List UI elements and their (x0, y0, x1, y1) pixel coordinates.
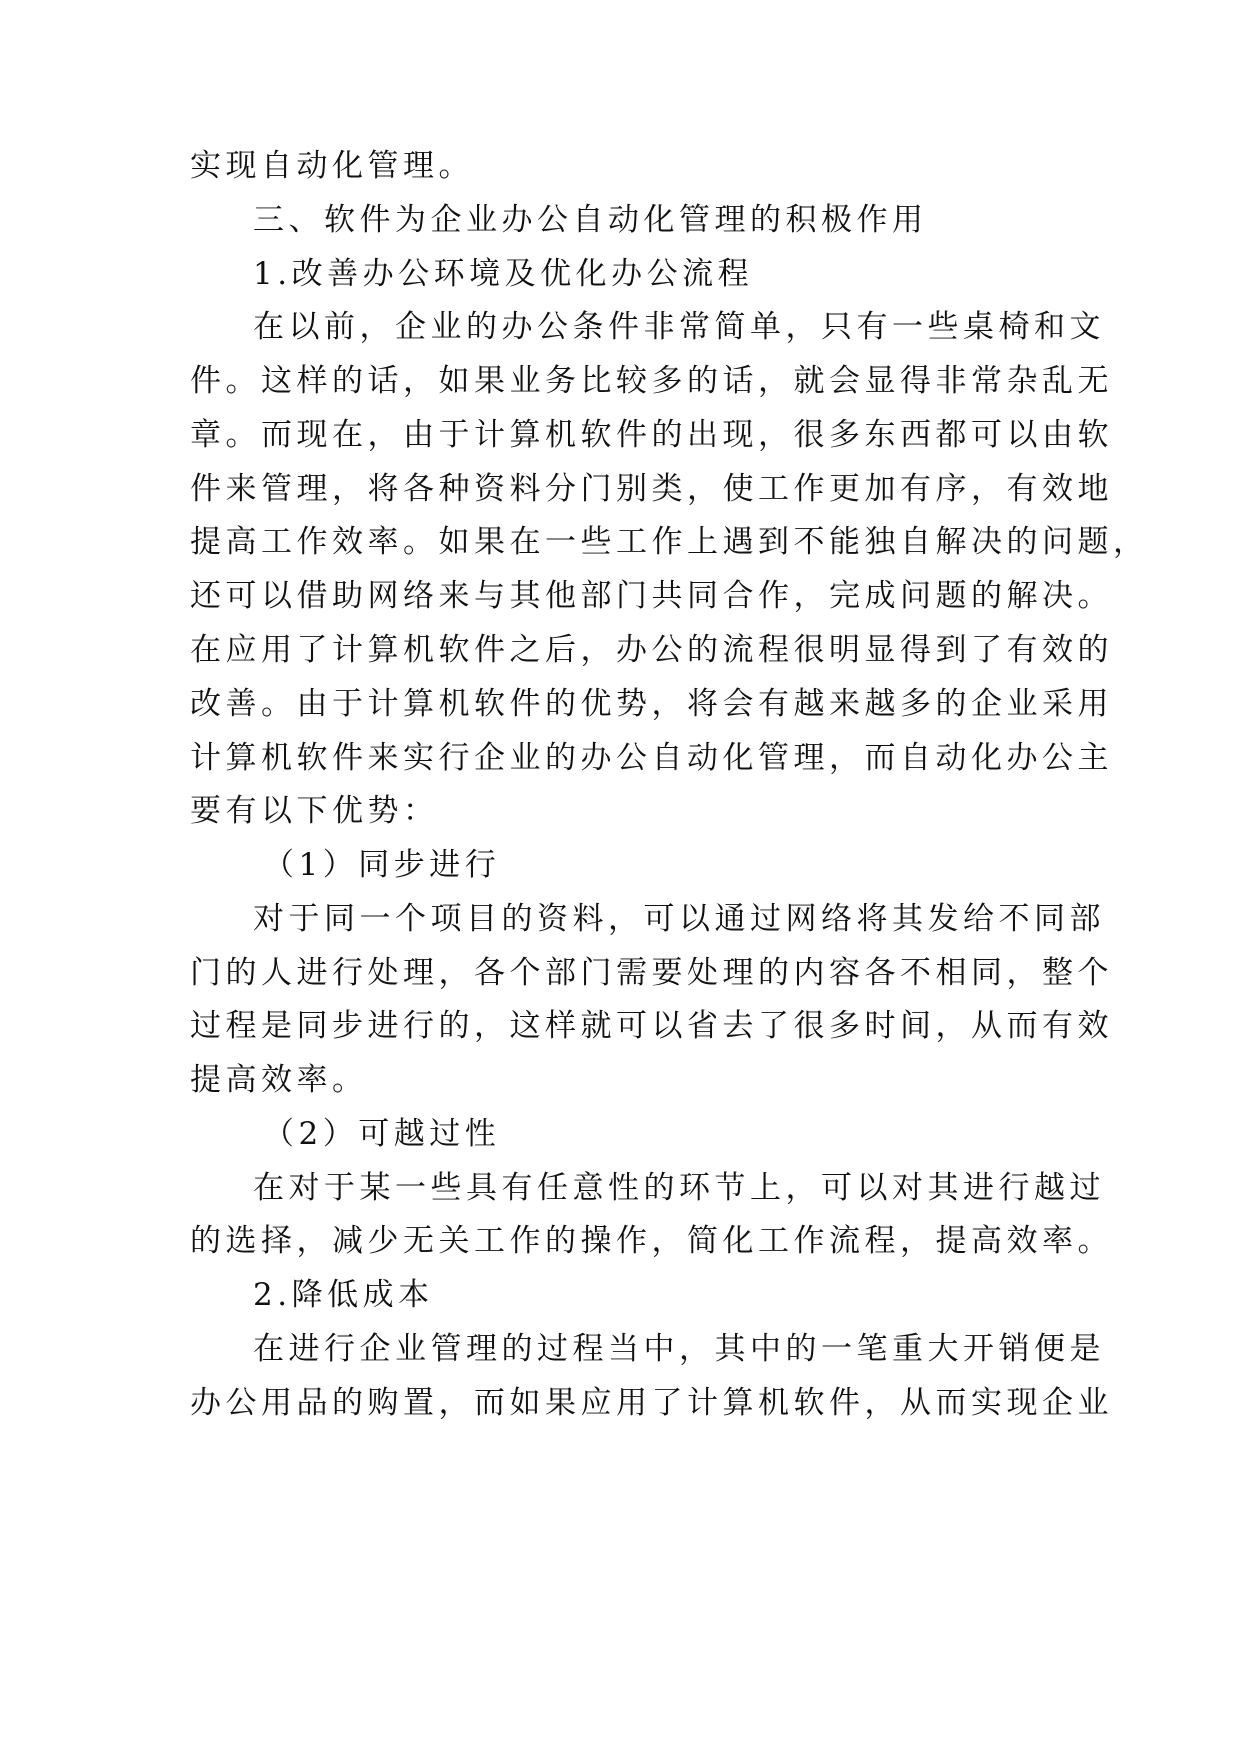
text-line: 提高工作效率。如果在一些工作上遇到不能独自解决的问题， (190, 524, 1149, 560)
text-line: 过程是同步进行的，这样就可以省去了很多时间，从而有效 (190, 1008, 1113, 1044)
text-line: 实现自动化管理。 (190, 148, 474, 184)
text-line: 在应用了计算机软件之后，办公的流程很明显得到了有效的 (190, 632, 1113, 668)
text-line: 件。这样的话，如果业务比较多的话，就会显得非常杂乱无 (190, 363, 1113, 399)
text-line: 办公用品的购置，而如果应用了计算机软件，从而实现企业 (190, 1385, 1113, 1421)
text-line: 在进行企业管理的过程当中，其中的一笔重大开销便是 (253, 1331, 1105, 1367)
text-line: 在对于某一些具有任意性的环节上，可以对其进行越过 (253, 1170, 1105, 1206)
text-line: 件来管理，将各种资料分门别类，使工作更加有序，有效地 (190, 471, 1113, 507)
text-line: 计算机软件来实行企业的办公自动化管理，而自动化办公主 (190, 740, 1113, 776)
text-line: 章。而现在，由于计算机软件的出现，很多东西都可以由软 (190, 417, 1113, 453)
subsection-heading: 1.改善办公环境及优化办公流程 (253, 256, 754, 292)
text-line: 在以前，企业的办公条件非常简单，只有一些桌椅和文 (253, 309, 1105, 345)
subsection-heading: 2.降低成本 (253, 1277, 434, 1313)
text-line: 要有以下优势： (190, 793, 439, 829)
text-line: 还可以借助网络来与其他部门共同合作，完成问题的解决。 (190, 578, 1113, 614)
text-line: 提高效率。 (190, 1062, 368, 1098)
text-line: 门的人进行处理，各个部门需要处理的内容各不相同，整个 (190, 955, 1113, 991)
text-line: 对于同一个项目的资料，可以通过网络将其发给不同部 (253, 901, 1105, 937)
section-heading: 三、软件为企业办公自动化管理的积极作用 (253, 202, 928, 238)
list-item-heading: （1）同步进行 (263, 847, 501, 883)
list-item-heading: （2）可越过性 (263, 1116, 501, 1152)
text-line: 的选择，减少无关工作的操作，简化工作流程，提高效率。 (190, 1223, 1113, 1259)
text-line: 改善。由于计算机软件的优势，将会有越来越多的企业采用 (190, 686, 1113, 722)
